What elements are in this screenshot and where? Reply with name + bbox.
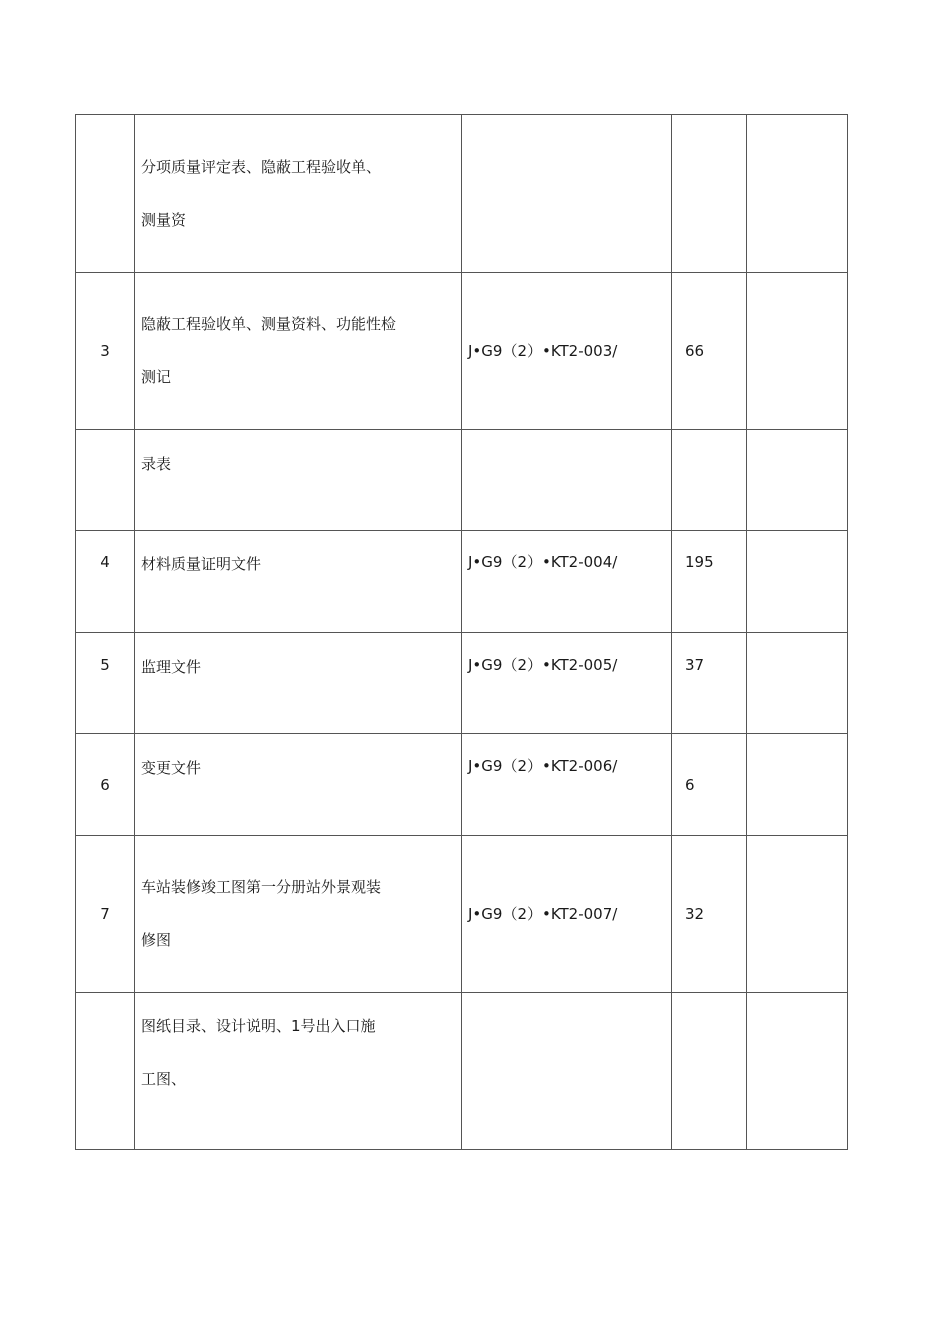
row-remarks [747,993,848,1150]
table-row [76,993,848,1150]
title-line: 修图 [141,931,172,949]
row-page-count [672,993,747,1150]
title-line: 分项质量评定表、隐蔽工程验收单、 [141,157,382,176]
title-line: 材料质量证明文件 [141,555,262,573]
row-page-count: 6 [672,734,747,836]
row-page-count: 66 [672,273,747,430]
row-remarks [747,430,848,531]
row-archive-code: J•G9（2）•KT2-005/ [462,633,672,734]
row-title [135,531,462,633]
row-page-count: 37 [672,633,747,734]
row-archive-code: J•G9（2）•KT2-003/ [462,273,672,430]
row-number: 3 [76,273,135,430]
row-title [135,734,462,836]
row-title [135,993,462,1150]
row-remarks [747,531,848,633]
table-row [76,734,848,836]
row-remarks [747,734,848,836]
row-number [76,993,135,1150]
table-row [76,430,848,531]
title-line: 录表 [141,455,172,473]
table-row [76,531,848,633]
row-title [135,836,462,993]
title-line: 隐蔽工程验收单、测量资料、功能性检 [141,315,397,333]
row-number: 4 [76,531,135,633]
row-title [135,273,462,430]
row-page-count: 32 [672,836,747,993]
row-remarks [747,115,848,273]
row-remarks [747,836,848,993]
row-page-count [672,430,747,531]
row-page-count [672,115,747,273]
title-line: 测量资 [141,210,187,229]
row-page-count: 195 [672,531,747,633]
row-title [135,430,462,531]
row-archive-code: J•G9（2）•KT2-006/ [462,734,672,836]
table-row [76,633,848,734]
row-archive-code [462,993,672,1150]
row-remarks [747,273,848,430]
row-archive-code: J•G9（2）•KT2-004/ [462,531,672,633]
row-remarks [747,633,848,734]
row-number: 7 [76,836,135,993]
table-row [76,115,848,273]
table-row [76,836,848,993]
row-number [76,430,135,531]
title-line: 变更文件 [141,759,202,777]
row-title [135,633,462,734]
row-number: 6 [76,734,135,836]
title-line: 监理文件 [141,658,202,676]
row-archive-code [462,115,672,273]
title-line: 车站装修竣工图第一分册站外景观装 [141,878,382,896]
row-archive-code [462,430,672,531]
title-line: 图纸目录、设计说明、1号出入口施 [141,1017,376,1035]
title-line: 测记 [141,368,172,386]
row-archive-code: J•G9（2）•KT2-007/ [462,836,672,993]
row-number [76,115,135,273]
title-line: 工图、 [141,1070,187,1088]
row-title [135,115,462,273]
table-row [76,273,848,430]
row-number: 5 [76,633,135,734]
archive-catalog-table [75,114,848,1150]
